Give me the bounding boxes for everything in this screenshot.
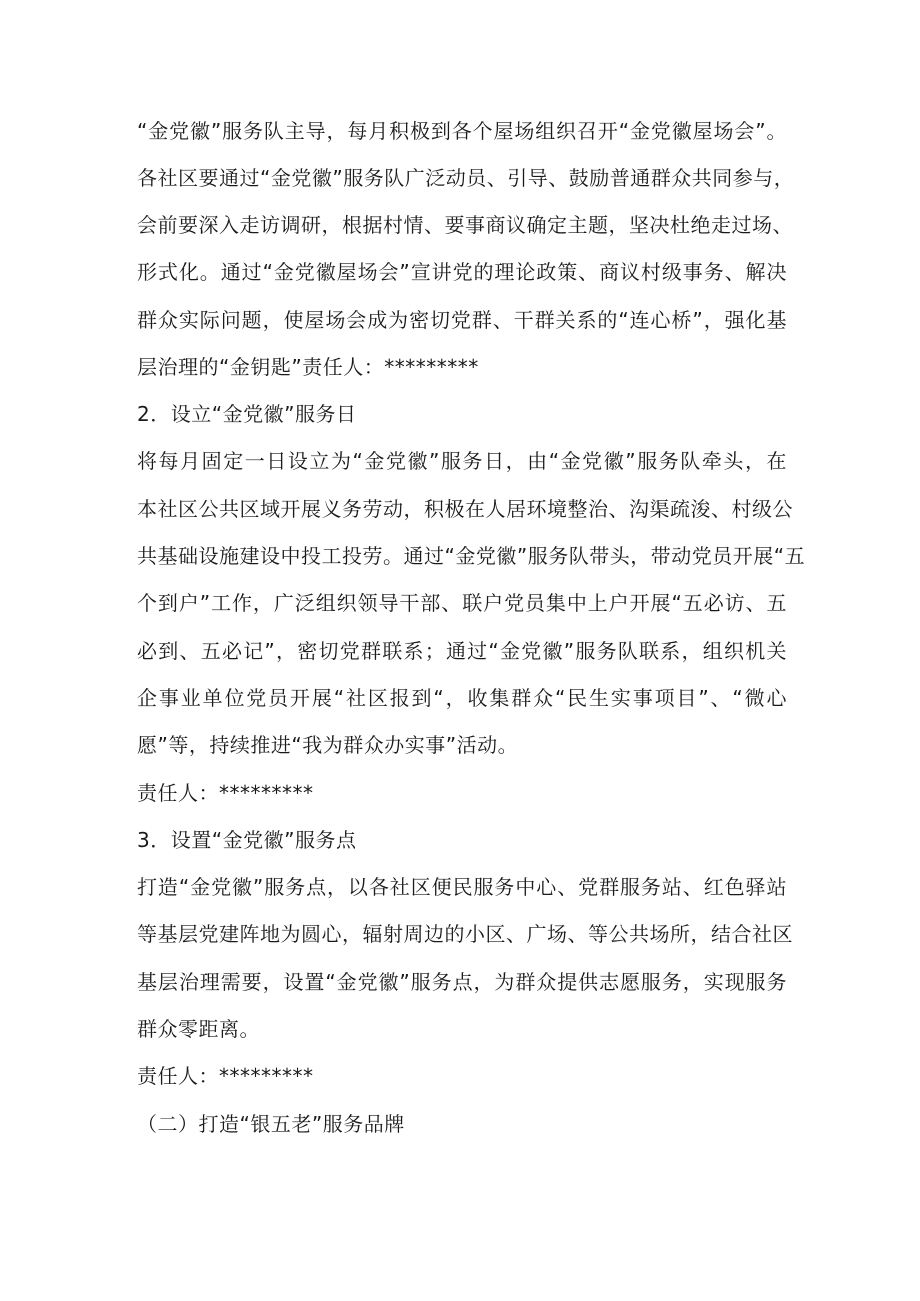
- paragraph-3-line-1: 打造“金党徽”服务点，以各社区便民服务中心、党群服务站、红色驿站: [137, 875, 787, 899]
- paragraph-2-line-7: 愿”等，持续推进“我为群众办实事”活动。: [137, 733, 519, 757]
- paragraph-3-line-3: 基层治理需要，设置“金党徽”服务点，为群众提供志愿服务，实现服务: [137, 970, 787, 994]
- paragraph-3-line-2: 等基层党建阵地为圆心，辐射周边的小区、广场、等公共场所，结合社区: [137, 922, 793, 946]
- paragraph-1-line-2: 各社区要通过“金党徽”服务队广泛动员、引导、鼓励普通群众共同参与，: [137, 166, 795, 190]
- paragraph-1-line-5: 群众实际问题，使屋场会成为密切党群、干群关系的“连心桥”，强化基: [137, 308, 787, 332]
- paragraph-2-line-5: 必到、五必记”，密切党群联系；通过“金党徽”服务队联系，组织机关: [137, 639, 787, 663]
- heading-2: 2．设立“金党徽”服务日: [137, 402, 357, 426]
- paragraph-2-line-6: 企事业单位党员开展“社区报到“，收集群众“民生实事项目”、“微心: [137, 686, 787, 710]
- section-heading: （二）打造“银五老”服务品牌: [137, 1112, 405, 1136]
- paragraph-1-line-4: 形式化。通过“金党徽屋场会”宣讲党的理论政策、商议村级事务、解决: [137, 260, 787, 284]
- paragraph-1-line-1: “金党徽”服务队主导，每月积极到各个屋场组织召开“金党徽屋场会”。: [137, 119, 787, 143]
- paragraph-2-line-3: 共基础设施建设中投工投劳。通过“金党徽”服务队带头，带动党员开展“五: [137, 544, 806, 568]
- paragraph-1-line-3: 会前要深入走访调研，根据村情、要事商议确定主题，坚决杜绝走过场、: [137, 213, 793, 237]
- paragraph-3-line-4: 群众零距离。: [137, 1017, 260, 1041]
- heading-3: 3．设置“金党徽”服务点: [137, 828, 357, 852]
- paragraph-2-line-1: 将每月固定一日设立为“金党徽”服务日，由“金党徽”服务队牵头，在: [137, 449, 787, 473]
- paragraph-2-line-2: 本社区公共区域开展义务劳动，积极在人居环境整治、沟渠疏浚、村级公: [137, 497, 793, 521]
- responsible-person-3: 责任人：*********: [137, 1064, 314, 1088]
- paragraph-1-line-6: 层治理的“金钥匙”责任人：*********: [137, 355, 479, 379]
- paragraph-2-line-4: 个到户”工作，广泛组织领导干部、联户党员集中上户开展“五必访、五: [137, 591, 787, 615]
- responsible-person-2: 责任人：*********: [137, 781, 314, 805]
